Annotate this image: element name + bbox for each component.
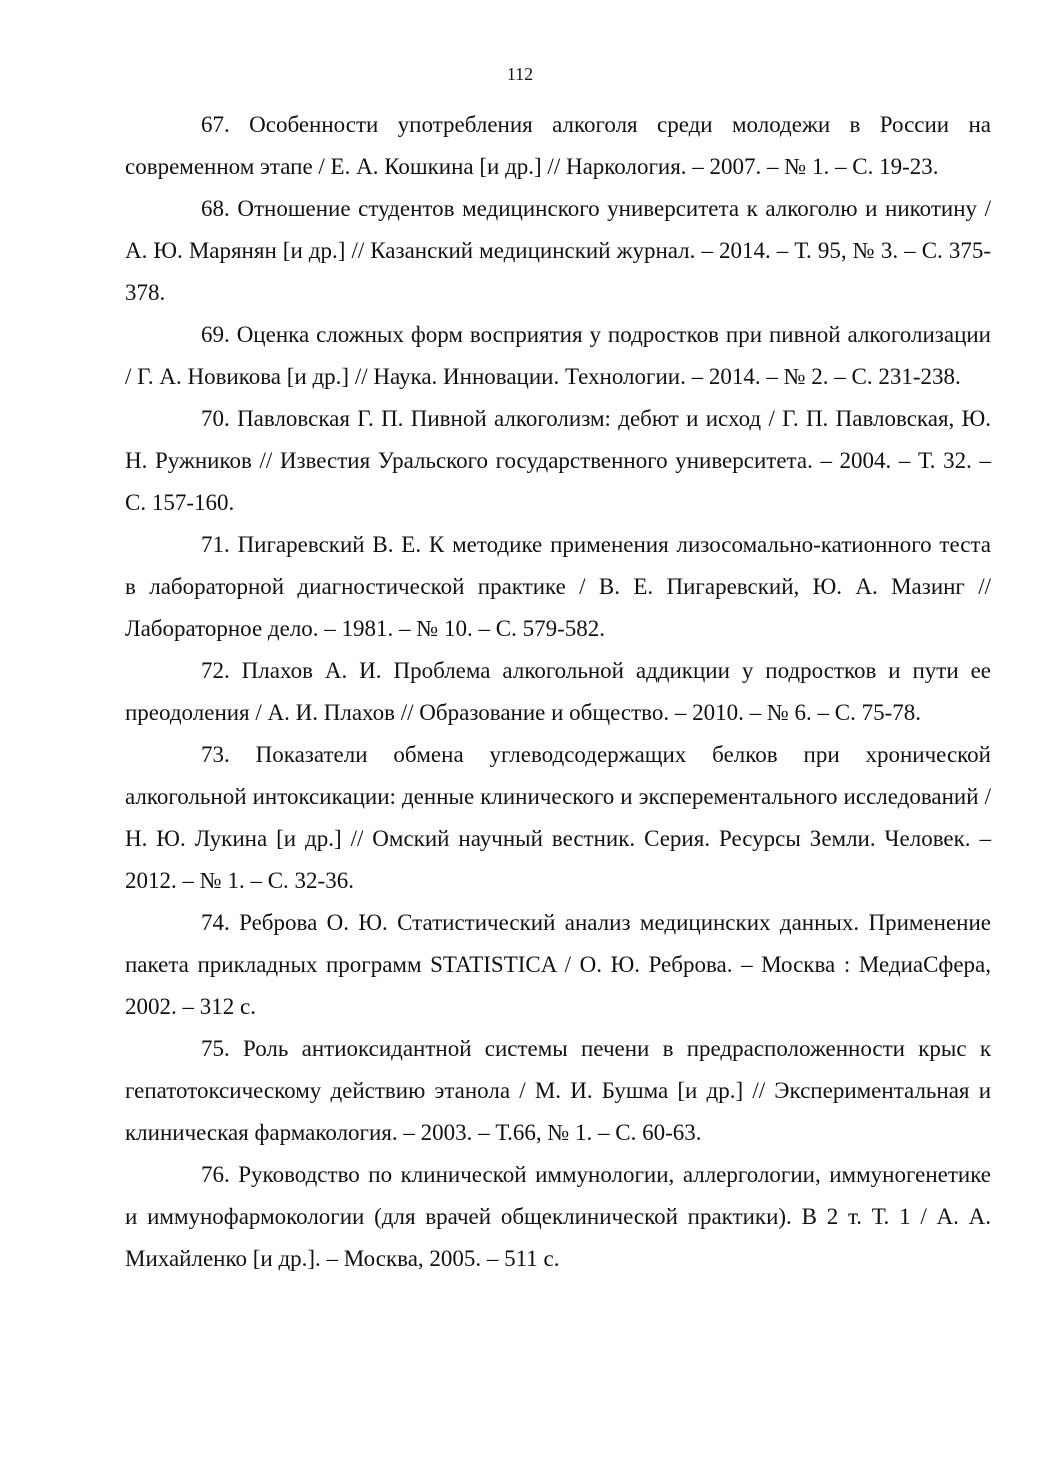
reference-item-74: 74. Реброва О. Ю. Статистический анализ медицинских данных. Применение пакета прикладных программ STATISTICA / О. Ю. Реброва. – Москва : МедиаСфера, 2002. – 312 с.	[125, 910, 991, 1019]
reference-item-71: 71. Пигаревский В. Е. К методике применения лизосомально-катионного теста в лабораторной диагностической практике / В. Е. Пигаревский, Ю. А. Мазинг // Лабораторное дело. – 1981. – № 10. – С. 579-582.	[125, 532, 991, 641]
reference-item-70: 70. Павловская Г. П. Пивной алкоголизм: дебют и исход / Г. П. Павловская, Ю. Н. Ружников // Известия Уральского государственного университета. – 2004. – Т. 32. – С. 157-160.	[125, 406, 991, 515]
reference-item-73: 73. Показатели обмена углеводсодержащих белков при хронической алкогольной интоксикации: денные клинического и эксперементального исследований / Н. Ю. Лукина [и др.] // Омский научный вестник. Серия. Ресурсы Земли. Человек. – 2012. – № 1. – С. 32-36.	[125, 742, 991, 893]
reference-item-76: 76. Руководство по клинической иммунологии, аллергологии, иммуногенетике и иммунофармокологии (для врачей общеклинической практики). В 2 т. Т. 1 / А. А. Михайленко [и др.]. – Москва, 2005. – 511 с.	[125, 1162, 991, 1271]
reference-item-69: 69. Оценка сложных форм восприятия у подростков при пивной алкоголизации / Г. А. Новикова [и др.] // Наука. Инновации. Технологии. – 2014. – № 2. – С. 231-238.	[125, 322, 991, 389]
reference-item-67: 67. Особенности употребления алкоголя среди молодежи в России на современном этапе / Е. А. Кошкина [и др.] // Наркология. – 2007. – № 1. – С. 19-23.	[125, 112, 991, 179]
reference-item-72: 72. Плахов А. И. Проблема алкогольной аддикции у подростков и пути ее преодоления / А. И. Плахов // Образование и общество. – 2010. – № 6. – С. 75-78.	[125, 658, 991, 725]
reference-list	[125, 104, 991, 1280]
page-number: 112	[506, 64, 534, 84]
reference-item-68: 68. Отношение студентов медицинского университета к алкоголю и никотину / А. Ю. Марянян [и др.] // Казанский медицинский журнал. – 2014. – Т. 95, № 3. – С. 375-378.	[125, 196, 991, 305]
reference-item-75: 75. Роль антиоксидантной системы печени в предрасположенности крыс к гепатотоксическому действию этанола / М. И. Бушма [и др.] // Экспериментальная и клиническая фармакология. – 2003. – Т.66, № 1. – С. 60-63.	[125, 1036, 991, 1145]
